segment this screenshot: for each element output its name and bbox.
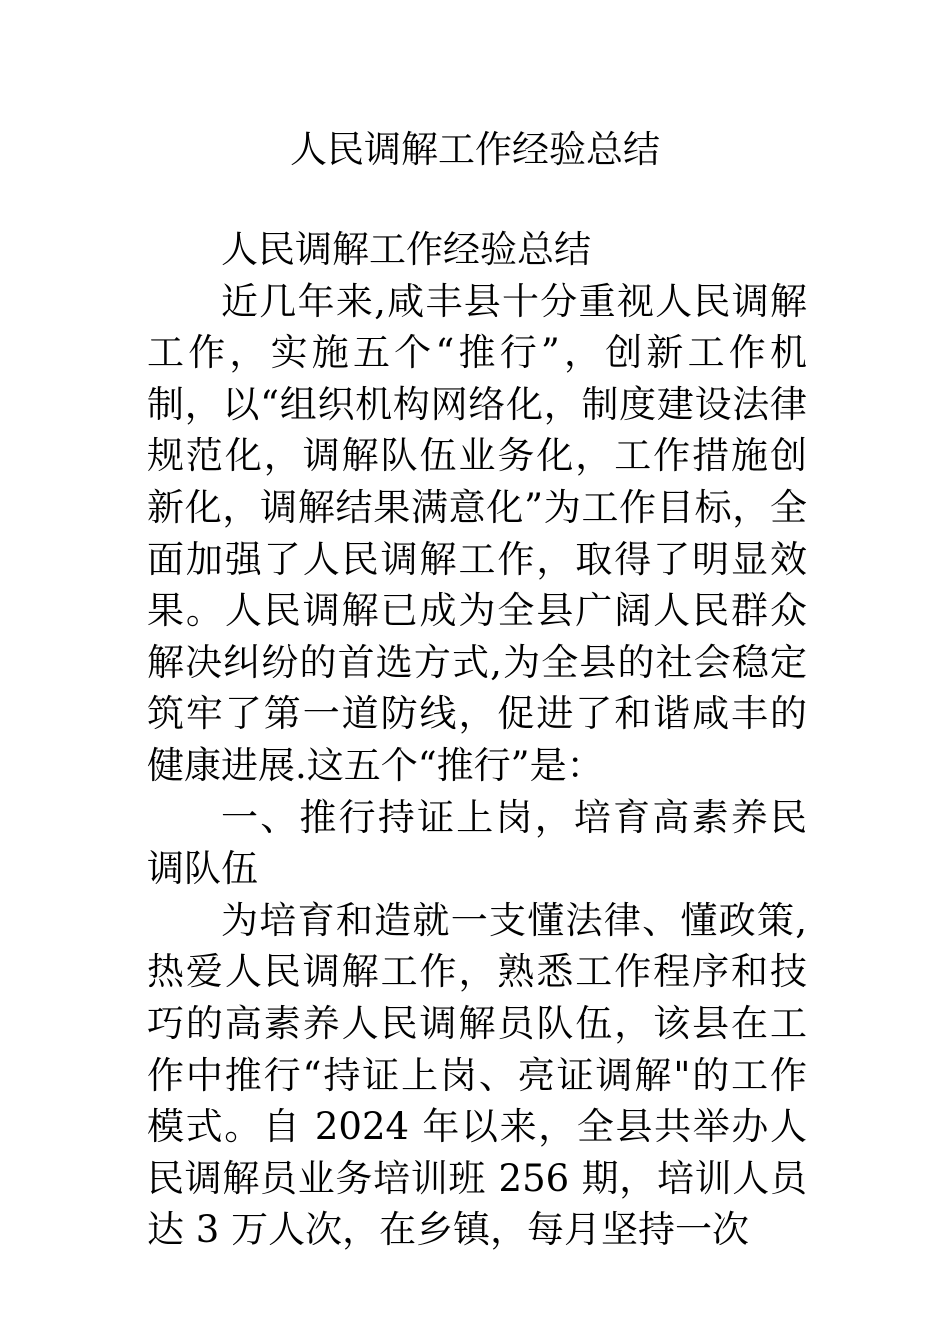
body-paragraph-heading: 人民调解工作经验总结 [221, 228, 591, 271]
body-paragraph-intro: 近几年来,咸丰县十分重视人民调解工作，实施五个“推行”，创新工作机制，以“组织机构网络化，制度建设法律规范化，调解队伍业务化，工作措施创新化，调解结果满意化”为工作目标，全面加强了人民调解工作，取得了明显效果。人民调解已成为全县广阔人民群众解决纠纷的首选方式,为全县的社会稳定筑牢了第一道防线，促进了和谐咸丰的健康进展.这五个“推行”是： [147, 279, 807, 787]
document-body [147, 224, 807, 1256]
body-paragraph-section-one-text: 为培育和造就一支懂法律、懂政策,热爱人民调解工作，熟悉工作程序和技巧的高素养人民调解员队伍，该县在工作中推行“持证上岗、亮证调解"的工作模式。自 2024 年以来，全县共举办人民调解员业务培训班 256 期，培训人员达 3 万人次，在乡镇，每月坚持一次 [147, 898, 807, 1252]
body-paragraph-section-one-heading: 一、推行持证上岗，培育高素养民调队伍 [147, 795, 807, 891]
document-title: 人民调解工作经验总结 [290, 128, 660, 171]
